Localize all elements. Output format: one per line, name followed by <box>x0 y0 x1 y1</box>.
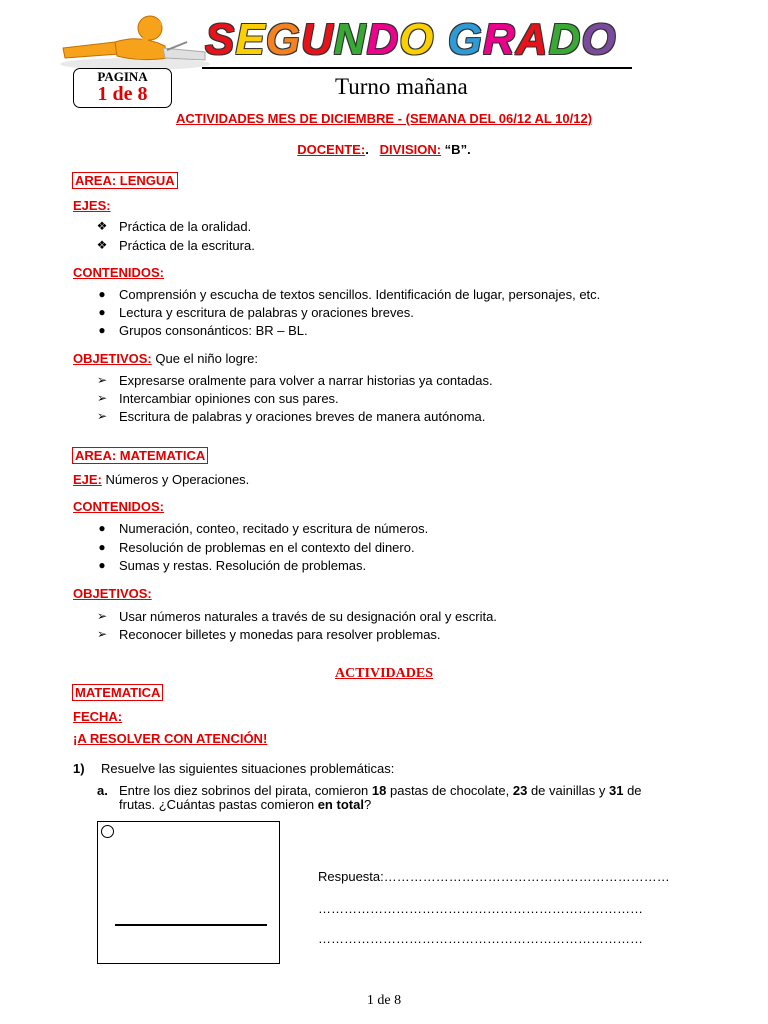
qa-text: frutas. ¿Cuántas pastas comieron <box>119 797 318 812</box>
matematica-objetivo-item: Reconocer billetes y monedas para resolver problemas. <box>119 627 441 642</box>
lengua-eje-item: Práctica de la escritura. <box>119 238 255 253</box>
docente-label: DOCENTE: <box>297 142 366 157</box>
motto: ¡A RESOLVER CON ATENCIÓN! <box>73 731 268 746</box>
matematica-eje-value: Números y Operaciones. <box>101 472 250 487</box>
header-rule <box>202 67 632 69</box>
docente-separator: . <box>365 142 369 157</box>
shift-label: Turno mañana <box>335 74 468 94</box>
matematica-contenido-item: Numeración, conteo, recitado y escritura de números. <box>119 521 429 536</box>
qa-text: ? <box>363 797 372 812</box>
lengua-objetivos-intro: Que el niño logre: <box>151 351 258 366</box>
qa-text: Entre los diez sobrinos del pirata, comieron <box>119 783 372 798</box>
question-1-text: Resuelve las siguientes situaciones problemáticas: <box>101 761 395 776</box>
lengua-objetivo-item: Expresarse oralmente para volver a narrar historias ya contadas. <box>119 373 493 388</box>
lying-figure-logo <box>55 12 215 72</box>
area-lengua-label: AREA: LENGUA <box>72 172 178 189</box>
matematica-contenido-item: Sumas y restas. Resolución de problemas. <box>119 558 367 573</box>
answer-label: Respuesta: <box>318 869 384 884</box>
diamond-bullet-icon: ❖ <box>96 219 108 233</box>
lengua-ejes-label: EJES: <box>73 198 111 213</box>
qa-text: pastas de chocolate, <box>386 783 513 798</box>
matematica-eje-label: EJE: <box>73 472 102 487</box>
area-matematica <box>72 448 208 463</box>
area-matematica-label: AREA: MATEMATICA <box>72 447 208 464</box>
work-box-line <box>115 924 267 926</box>
dot-bullet-icon: ● <box>98 323 106 337</box>
activities-section-label: MATEMATICA <box>72 684 163 701</box>
page-title-segundo-grado <box>205 15 617 65</box>
activities-title: ACTIVIDADES <box>334 666 434 681</box>
lengua-objetivos-label: OBJETIVOS: <box>73 351 152 366</box>
circle-marker-icon <box>101 825 114 838</box>
lengua-contenido-item: Lectura y escritura de palabras y oraciones breves. <box>119 305 414 320</box>
question-a-letter: a. <box>97 783 108 798</box>
qa-number: 23 <box>512 783 528 798</box>
division-value: “B”. <box>441 142 471 157</box>
arrow-bullet-icon: ➢ <box>96 391 108 405</box>
answer-dots: ………………………………………………………… <box>383 869 670 884</box>
question-1-number: 1) <box>73 761 85 776</box>
activities-section <box>72 685 163 700</box>
arrow-bullet-icon: ➢ <box>96 627 108 641</box>
matematica-contenido-item: Resolución de problemas en el contexto del dinero. <box>119 540 415 555</box>
title-letter: D <box>548 15 582 64</box>
lengua-contenido-item: Grupos consonánticos: BR – BL. <box>119 323 308 338</box>
qa-number: 18 <box>371 783 387 798</box>
main-heading: ACTIVIDADES MES DE DICIEMBRE - (SEMANA DEL 06/12 AL 10/12) <box>175 111 593 126</box>
page-indicator <box>73 68 172 108</box>
qa-bold: en total <box>317 797 364 812</box>
title-letter: U <box>300 15 334 64</box>
title-letter: G <box>265 15 301 64</box>
qa-text: de <box>623 783 642 798</box>
fecha-label: FECHA: <box>73 709 123 724</box>
title-letter: R <box>483 15 516 64</box>
answer-line-2: ………………………………………………………………… <box>318 901 643 916</box>
work-box <box>97 821 280 964</box>
footer-page-number: 1 de 8 <box>366 993 402 1008</box>
lengua-contenido-item: Comprensión y escucha de textos sencillos. Identificación de lugar, personajes, etc. <box>119 287 601 302</box>
title-letter: N <box>333 15 367 64</box>
diamond-bullet-icon: ❖ <box>96 238 108 252</box>
lengua-contenidos-label: CONTENIDOS: <box>73 265 164 280</box>
title-letter: S <box>205 15 236 64</box>
title-letter <box>435 15 448 64</box>
answer-line-3: ………………………………………………………………… <box>318 931 643 946</box>
matematica-eje <box>73 472 249 487</box>
arrow-bullet-icon: ➢ <box>96 609 108 623</box>
lengua-objetivos <box>73 351 258 366</box>
matematica-objetivo-item: Usar números naturales a través de su designación oral y escrita. <box>119 609 497 624</box>
dot-bullet-icon: ● <box>98 540 106 554</box>
title-letter: E <box>235 15 266 64</box>
matematica-contenidos-label: CONTENIDOS: <box>73 499 164 514</box>
question-a-line1 <box>119 783 642 798</box>
question-a-line2 <box>119 797 371 812</box>
dot-bullet-icon: ● <box>98 521 106 535</box>
dot-bullet-icon: ● <box>98 287 106 301</box>
title-letter: D <box>366 15 400 64</box>
lengua-objetivo-item: Escritura de palabras y oraciones breves de manera autónoma. <box>119 409 486 424</box>
division-label: DIVISION: <box>379 142 442 157</box>
matematica-objetivos-label: OBJETIVOS: <box>73 586 152 601</box>
teacher-line <box>0 142 768 157</box>
arrow-bullet-icon: ➢ <box>96 373 108 387</box>
title-letter: O <box>399 15 435 64</box>
arrow-bullet-icon: ➢ <box>96 409 108 423</box>
title-letter: A <box>515 15 549 64</box>
lengua-eje-item: Práctica de la oralidad. <box>119 219 252 234</box>
title-letter: O <box>581 15 617 64</box>
page-label: PAGINA <box>97 69 148 84</box>
lengua-objetivo-item: Intercambiar opiniones con sus pares. <box>119 391 339 406</box>
area-lengua <box>72 173 178 188</box>
qa-text: de vainillas y <box>527 783 609 798</box>
qa-number: 31 <box>608 783 624 798</box>
title-letter: G <box>447 15 483 64</box>
dot-bullet-icon: ● <box>98 558 106 572</box>
dot-bullet-icon: ● <box>98 305 106 319</box>
page-number: 1 de 8 <box>97 83 148 105</box>
answer-line-1 <box>318 869 670 884</box>
